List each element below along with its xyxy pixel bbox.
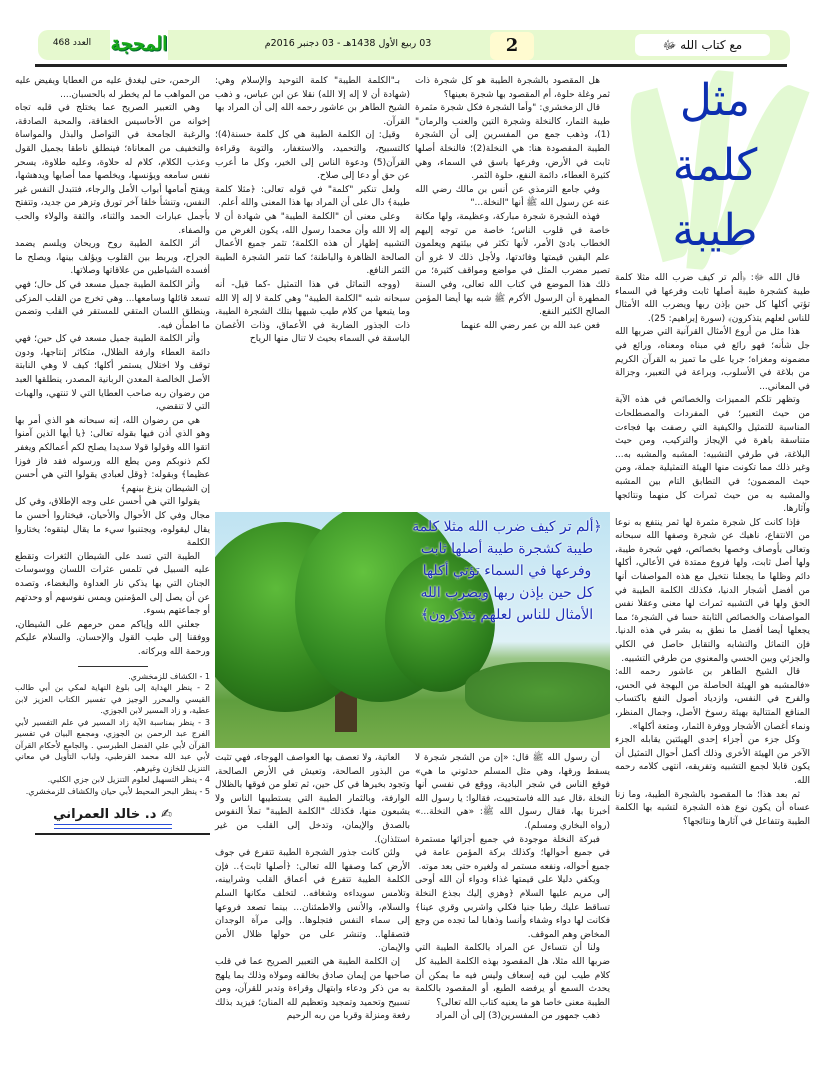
paragraph: ثم بعد هذا؛ ما المقصود بالشجرة الطيبة، وما زنا عساه أن يكون نوع هذه الشجرة لتشبه بها الكلمة الطيبة وتتفاعل في آثارها ونتائجها؟ [615, 789, 810, 827]
paragraph: الرحمن، حتى ليغدق عليه من العطايا ويفيض عليه من المواهب ما لم يخطر له بالحسبان.... [15, 76, 210, 100]
issue-date: 03 ربيع الأول 1438هـ - 03 دجنبر 2016م [264, 38, 432, 49]
paragraph: ذهب جمهور من المفسرين(3) إلى أن المراد [435, 1011, 600, 1022]
column-1 [15, 75, 210, 835]
paragraph: ولعل تنكير "كلمة" في قوله تعالى: ﴿مثلا كلمة طيبة﴾ دال على أن المراد بها هذا المعنى والله أعلم. [215, 184, 410, 209]
paragraph: بـ"الكلمة الطيبة" كلمة التوحيد والإسلام وهي: (شهادة أن لا إله إلا الله) نقلا عن ابن عباس، و ذهب الشيخ الطاهر بن عاشور رحمه الله إلى أن المراد بها القرآن. [215, 76, 410, 127]
magazine-logo: المحجة [110, 26, 168, 62]
paragraph: وقيل: إن الكلمة الطيبة هي كل كلمة حسنة(4)؛ كالتسبيح، والتحميد، والاستغفار، والتوبة وقراءة القرآن(5) ودعوة الناس إلى الخير، وكل ما أعرب عن حق أو دعا إلى صلاح. [215, 130, 410, 182]
column-2-bottom [215, 752, 410, 1024]
paragraph: وأثر الكلمة الطيبة جميل مسعد في كل حين؛ فهي دائمة العطاء وارفة الظلال، متكاثر إنتاجها، ودون توقف ولا اختلال يستمر أكلها؛ كيف لا وهي النابتة الأصل الخالصة المعدن الربانية المصدر، ينطلقها العبد من رضوان ربه صاحب العطايا التي لا تنتهي، والهبات التي لا تنقضي، [15, 334, 210, 413]
paragraph: هذا مثل من أروع الأمثال القرآنية التي ضربها الله جل شأنه؛ فهو رائع في مبناه ومعناه، ورائع في مضمونه ومغزاه؛ جريا على ما تميز به القرآن الكريم من بلاغة في الأسلوب، وبراعة في التعبير، وجزالة في المعاني... [615, 327, 810, 392]
paragraph: فعن عبد الله بن عمر رضي الله عنهما [461, 320, 600, 331]
footnote: 2 - ينظر الهداية إلى بلوغ النهاية لمكي بن أبي طالب القيسي والمحرر الوجيز في تفسير الكتاب العزيز لابن عطية، و زاد المسير لابن الجوزي. [15, 683, 210, 716]
paragraph: فإذا كانت كل شجرة مثمرة لها ثمر ينتفع به نوعا من الانتفاع، ناهيك عن شجرة وصفها الله سبحانه وتعالى بأوصاف وخصها بخصائص، فهي شجرة طيبة، ولها أصل ثابت، ولها فروع ممتدة في الأعالي، أكلها دائم وظلها ما يجعلنا نتخيل مع هذه المواصفات أنها من أفضل أشجار الدنيا، فكذلك الكلمة الطيبة في الحق ولها في التشبيه ثمرات لها معنى وعقلا نفس المواصفات والخصائص الثابتة حسا في الشجرة؛ مما يجعلها أيضا أفضل ما نطق به بشر في هذه الدنيا. فإن التماثل والتشابه والتقابل حاصل في الكلي والجزئي وبين الحسي والمعنوي من طرفي التشبيه. [615, 517, 810, 664]
paragraph: الطيبة التي تسد على الشيطان الثغرات وتقطع عليه السبيل في تلمس عثرات اللسان ووسوسات الجنان التي بها يذكي نار العداوة والبغضاء، وتصده عن أن يصل إلى المؤمنين ويمس نفوسهم أو وحدتهم أو جماعتهم بسوء. [15, 551, 210, 617]
paragraph: وتظهر تلكم المميزات والخصائص في هذه الآية من حيث التعبير؛ في المفردات والمصطلحات المناسبة للتمثيل والكيفية التي رصفت بها فجاءت متناسقة باهرة في الإيجاز والتركيب، ومن حيث البلاغة، في طرفي التشبيه: المشبه والمشبه به... وغير ذلك مما تكونت منها الهيئة التمثيلية جملة، ومن حيث المضمون؛ في التطابق التام بين المشبه والمشبه به من حيث ثمرات كل منهما ونتائجها وآثارها. [615, 395, 810, 515]
paragraph: ويكفي دليلا على قيمتها غذاء ودواء أن الله أوحى إلى مريم عليها السلام ﴿وهزي إليك بجذع النخلة تساقط عليك رطبا جنيا فكلي واشربي وقري عينا﴾ فكانت لها دواء وشفاء وأنسا وذهابا لما تجده من وجع المخاض وهم الموقف. [415, 875, 610, 940]
pen-icon: ✍ [156, 807, 172, 823]
section-name: مع كتاب الله ﷻ [635, 34, 770, 56]
paragraph: ولئن كانت جذور الشجرة الطيبة تتفرع في جوف الأرض كما وصفها الله تعالى: ﴿أصلها ثابت﴾.. فإن الكلمة الطيبة تتفرع في أعماق القلب وشرايينه، وتلامس سويداءه وشغافه.. لتخلف مكانها السلم والسلام، والأنس والاطمئنان... بينما تصعد فروعها إلى سماء النفس فتجلوها.. وإلى مرآة الوجدان فتصقلها.. وتنشر على من حولها ظلال الأمن والإيمان. [215, 848, 410, 954]
title-word: مثل [679, 75, 751, 126]
paragraph: فهذه الشجرة شجرة مباركة، وعظيمة، ولها مكانة خاصة في قلوب الناس؛ خاصة من توجه إليهم الخطاب بادئ الأمر، لأنها تكثر في بيئتهم ويعلمون علم اليقين قيمتها وفائدتها، ولأجل ذلك لا غرو أن تصير مضرب المثل في مواضع ومواقف كثيرة؛ من ذلك هذا الموضع في كتاب الله تعالى، وفي السنة المطهرة أن الرسول الأكرم ﷺ شبه بها أيضا المؤمن الصالح الكثير النفع. [415, 211, 610, 318]
paragraph: جعلني الله وإياكم ممن حرمهم على الشيطان، ووفقنا إلى طيب القول والإحسان. والسلام عليكم ورحمة الله وبركاته. [15, 619, 210, 657]
footnote: 5 - ينظر البحر المحيط لأبي حيان والكشاف للزمخشري. [25, 786, 210, 796]
paragraph: قال الزمخشري: "وأما الشجرة فكل شجرة مثمرة طيبة الثمار، كالنخلة وشجرة التين والعنب والرمان" (1)، وذهب جمع من المفسرين إلى أن الشجرة الطيبة المقصودة هنا: هي النخلة(2)؛ فالنخلة أصلها ثابت في الأرض، وفرعها باسق في السماء، وهي كثيرة العطاء، دائمة النفع، حلوة الثمر. [415, 103, 610, 182]
column-3-bottom [415, 752, 610, 1024]
footnotes [15, 671, 210, 798]
title-word: كلمة [672, 140, 758, 191]
paragraph: إن الكلمة الطيبة هي التعبير الصريح عما في قلب صاحبها من إيمان صادق بخالقه ومولاه وذلك بما يلهج به من ذكر ودعاء وابتهال وقراءة وتدبر للقرآن، ومن تسبيح وتحميد وتمجيد وتعظيم لله المنان؛ فيزيد بذلك رفعة ومنزلة وقربا من ربه الرحيم [215, 956, 410, 1022]
column-2-top [215, 75, 410, 347]
paragraph: ولنا أن نتساءل عن المراد بالكلمة الطيبة التي ضربها الله مثلا، هل المقصود بهذه الكلمة الطيبة كل كلام طيب لين فيه إسعاف وليس فيه ما يمكن أن يحدث السمع أو يرفضه الطبع، أو المقصود بالكلمة الطيبة معنى خاصا هو ما يعنيه كتاب الله تعالى؟ [415, 943, 610, 1008]
column-3-top [415, 75, 610, 333]
issue-number: العدد 468 [52, 38, 92, 48]
paragraph: يقولوا التي هي أحسن على وجه الإطلاق، وفي كل مجال وفي كل الأحوال والأحيان، فيختاروا أحسن ما يقال ليقولوه، ويجتنبوا سيء ما يقال ليتقوه؛ يختاروا الكلمة [15, 497, 210, 549]
paragraph: أثر الكلمة الطيبة روح وريحان ويلسم يضمد الجراح، ويربط بين القلوب ويؤلف بينها، ويصلح ما أفسده الشياطين من علاقاتها وصلاتها. [15, 239, 210, 277]
paragraph: قال الله ﷻ: ﴿ألم تر كيف ضرب الله مثلا كلمة طيبة كشجرة طيبة أصلها ثابت وفرعها في السماء تؤتي أكلها كل حين بإذن ربها ويضرب الله الأمثال للناس لعلهم يتذكرون﴾ (سورة إبراهيم: 25). [615, 273, 810, 324]
paragraph: قال الشيخ الطاهر بن عاشور رحمه الله: «فالمشبه هو الهيئة الحاصلة من البهجة في الحس، والفرح في النفس، وازدياد أصول النفع باكتساب المنافع المتتالية بهيئة رسوخ الأصل، وجمال المنظر، ونماء أغصان الأشجار ووفرة الثمار، ومتعة أكلها». [615, 667, 810, 732]
article-title [620, 70, 810, 270]
paragraph: وهي التعبير الصريح عما يختلج في قلبه تجاه إخوانه من الأحاسيس الخفاقة، والمحبة الصادقة، والرغبة الجامحة في التواصل والبذل والمواساة والتخفيف من المعاناة؛ فينطلق ناطقا بجميل القول وعذب الكلام، كلام له حلاوة، وعليه طلاوة، يسحر نفس سامعه ويؤنسها، ويخلصها مما أصابها ويدهشها، ويفتح أمامها أبواب الأمل والرجاء، فتتبدل النفس غير النفس، وتنشأ خلقا آخر تورق وتزهر من جديد، وتتفتح بأجمل عبارات الحمد والثناء، والثقة والولاء والحب والصفاء. [15, 103, 210, 236]
header-divider [35, 64, 787, 67]
footnote-separator [78, 666, 148, 667]
paragraph: وأثر الكلمة الطيبة جميل مسعد في كل حال؛ فهي تسعد قائلها وسامعها... وهي تخرج من القلب المزكى وينطلق اللسان المتقي للمستقر في القلب وتضمن ما اطمأن فيه. [15, 279, 210, 331]
tree-photo [215, 512, 610, 748]
paragraph: وكل جزء من أجزاء إحدى الهيئتين يقابله الجزء الآخر من الهيئة الأخرى وذلك أكمل أحوال التمثيل أن يكون قابلا لجمع التشبيه وتفريقه، انتهى كلامه رحمه الله. [615, 735, 810, 786]
page-number: 2 [490, 32, 534, 60]
bottom-divider [35, 833, 210, 835]
paragraph: العاتية، ولا تعصف بها العواصف الهوجاء، فهي تثبت من البذور الصالحة، وتعيش في الأرض الصالحة، وتجود بخيرها في كل حين، ثم تعلو من فوقها بالظلال الوارفة، وبالثمار الطيبة التي يستطيبها الناس ولا يشبعون منها، فكذلك "الكلمة الطيبة" تملأ النفوس بالصدق والإيمان، وتدخل إلى القلب من غير استئذان). [215, 753, 410, 845]
distant-trees [465, 662, 610, 722]
paragraph: هي من رضوان الله، إنه سبحانه هو الذي أمر بها وهو الذي أذن فيها بقوله تعالى: ﴿يا أيها الذين آمنوا اتقوا الله وقولوا قولا سديدا يصلح لكم أعمالكم ويغفر لكم ذنوبكم ومن يطع الله ورسوله فقد فاز فوزا عظيما﴾ وبقوله: ﴿وقل لعبادي يقولوا التي هي أحسن إن الشيطان ينزغ بينهم﴾ [15, 415, 210, 494]
footnote: 4 - ينظر التسهيل لعلوم التنزيل لابن جزي الكلبي. [47, 775, 210, 785]
paragraph: فبركة النخلة موجودة في جميع أجزائها مستمرة في جميع أحوالها؛ وكذلك بركة المؤمن عامة في جميع أحواله، ونفعه مستمر له ولغيره حتى بعد موته. [415, 834, 610, 872]
quran-verse-overlay: ﴿ألم تر كيف ضرب الله مثلا كلمة طيبة كشجرة طيبة أصلها ثابت وفرعها في السماء تؤتي أكلها كل حين بإذن ربها ويضرب الله الأمثال للناس لعلهم يتذكرون﴾ [412, 519, 602, 623]
footnote: 3 - ينظر بمناسبة الآية زاد المسير في علم التفسير لأبي الفرج عبد الرحمن بن الجوزي، ومجمع البيان في تفسير القرآن لأبي علي الفضل الطبرسي . والجامع لأحكام القرآن لأبي عبد الله محمد القرطبي، ولباب التأويل في معاني التنزيل للخازن وغيرهم. [15, 717, 210, 773]
author-name [15, 807, 210, 822]
paragraph: هل المقصود بالشجرة الطيبة هو كل شجرة ذات ثمر وغلة حلوة، أم المقصود بها شجرة بعينها؟ [415, 76, 610, 100]
author-text: د. خالد العمراني [53, 807, 157, 823]
page-header [38, 30, 790, 60]
title-word: طيبة [672, 205, 758, 256]
paragraph: وفي جامع الترمذي عن أنس بن مالك رضي الله عنه عن رسول الله ﷺ أنها "النخلة..." [415, 184, 610, 209]
footnote: 1 - الكشاف للزمخشري. [128, 671, 210, 681]
paragraph: أن رسول الله ﷺ قال: «إن من الشجر شجرة لا يسقط ورقها، وهي مثل المسلم حدثوني ما هي» فوقع الناس في شجر البادية، ووقع في نفسي أنها النخلة ،قال عبد الله فاستحييت، فقالوا: يا رسول الله أخبرنا بها، فقال رسول الله ﷺ: «هي النخلة...» (رواه البخاري ومسلم). [415, 753, 610, 831]
author-underline [54, 824, 172, 829]
paragraph: (ووجه التماثل في هذا التمثيل -كما قيل- أنه سبحانه شبه "الكلمة الطيبة" وهي كلمة لا إله إلا الله وما يتبعها من كلام طيب شبهها بتلك الشجرة الطيبة، ذات الجذور الضاربة في الأعماق، وذات الأغصان الباسقة في السماء بحيث لا تنال منها الرياح [215, 279, 410, 345]
paragraph: وعلى معنى أن "الكلمة الطيبة" هي شهادة أن لا إله إلا الله وأن محمدا رسول الله، يكون الغرض من التشبيه إظهار أن هذه الكلمة؛ تثمر جميع الأعمال الصالحة الظاهرة والباطنة؛ كما تثمر الشجرة الطيبة الثمر النافع. [215, 211, 410, 277]
column-right [615, 272, 810, 829]
